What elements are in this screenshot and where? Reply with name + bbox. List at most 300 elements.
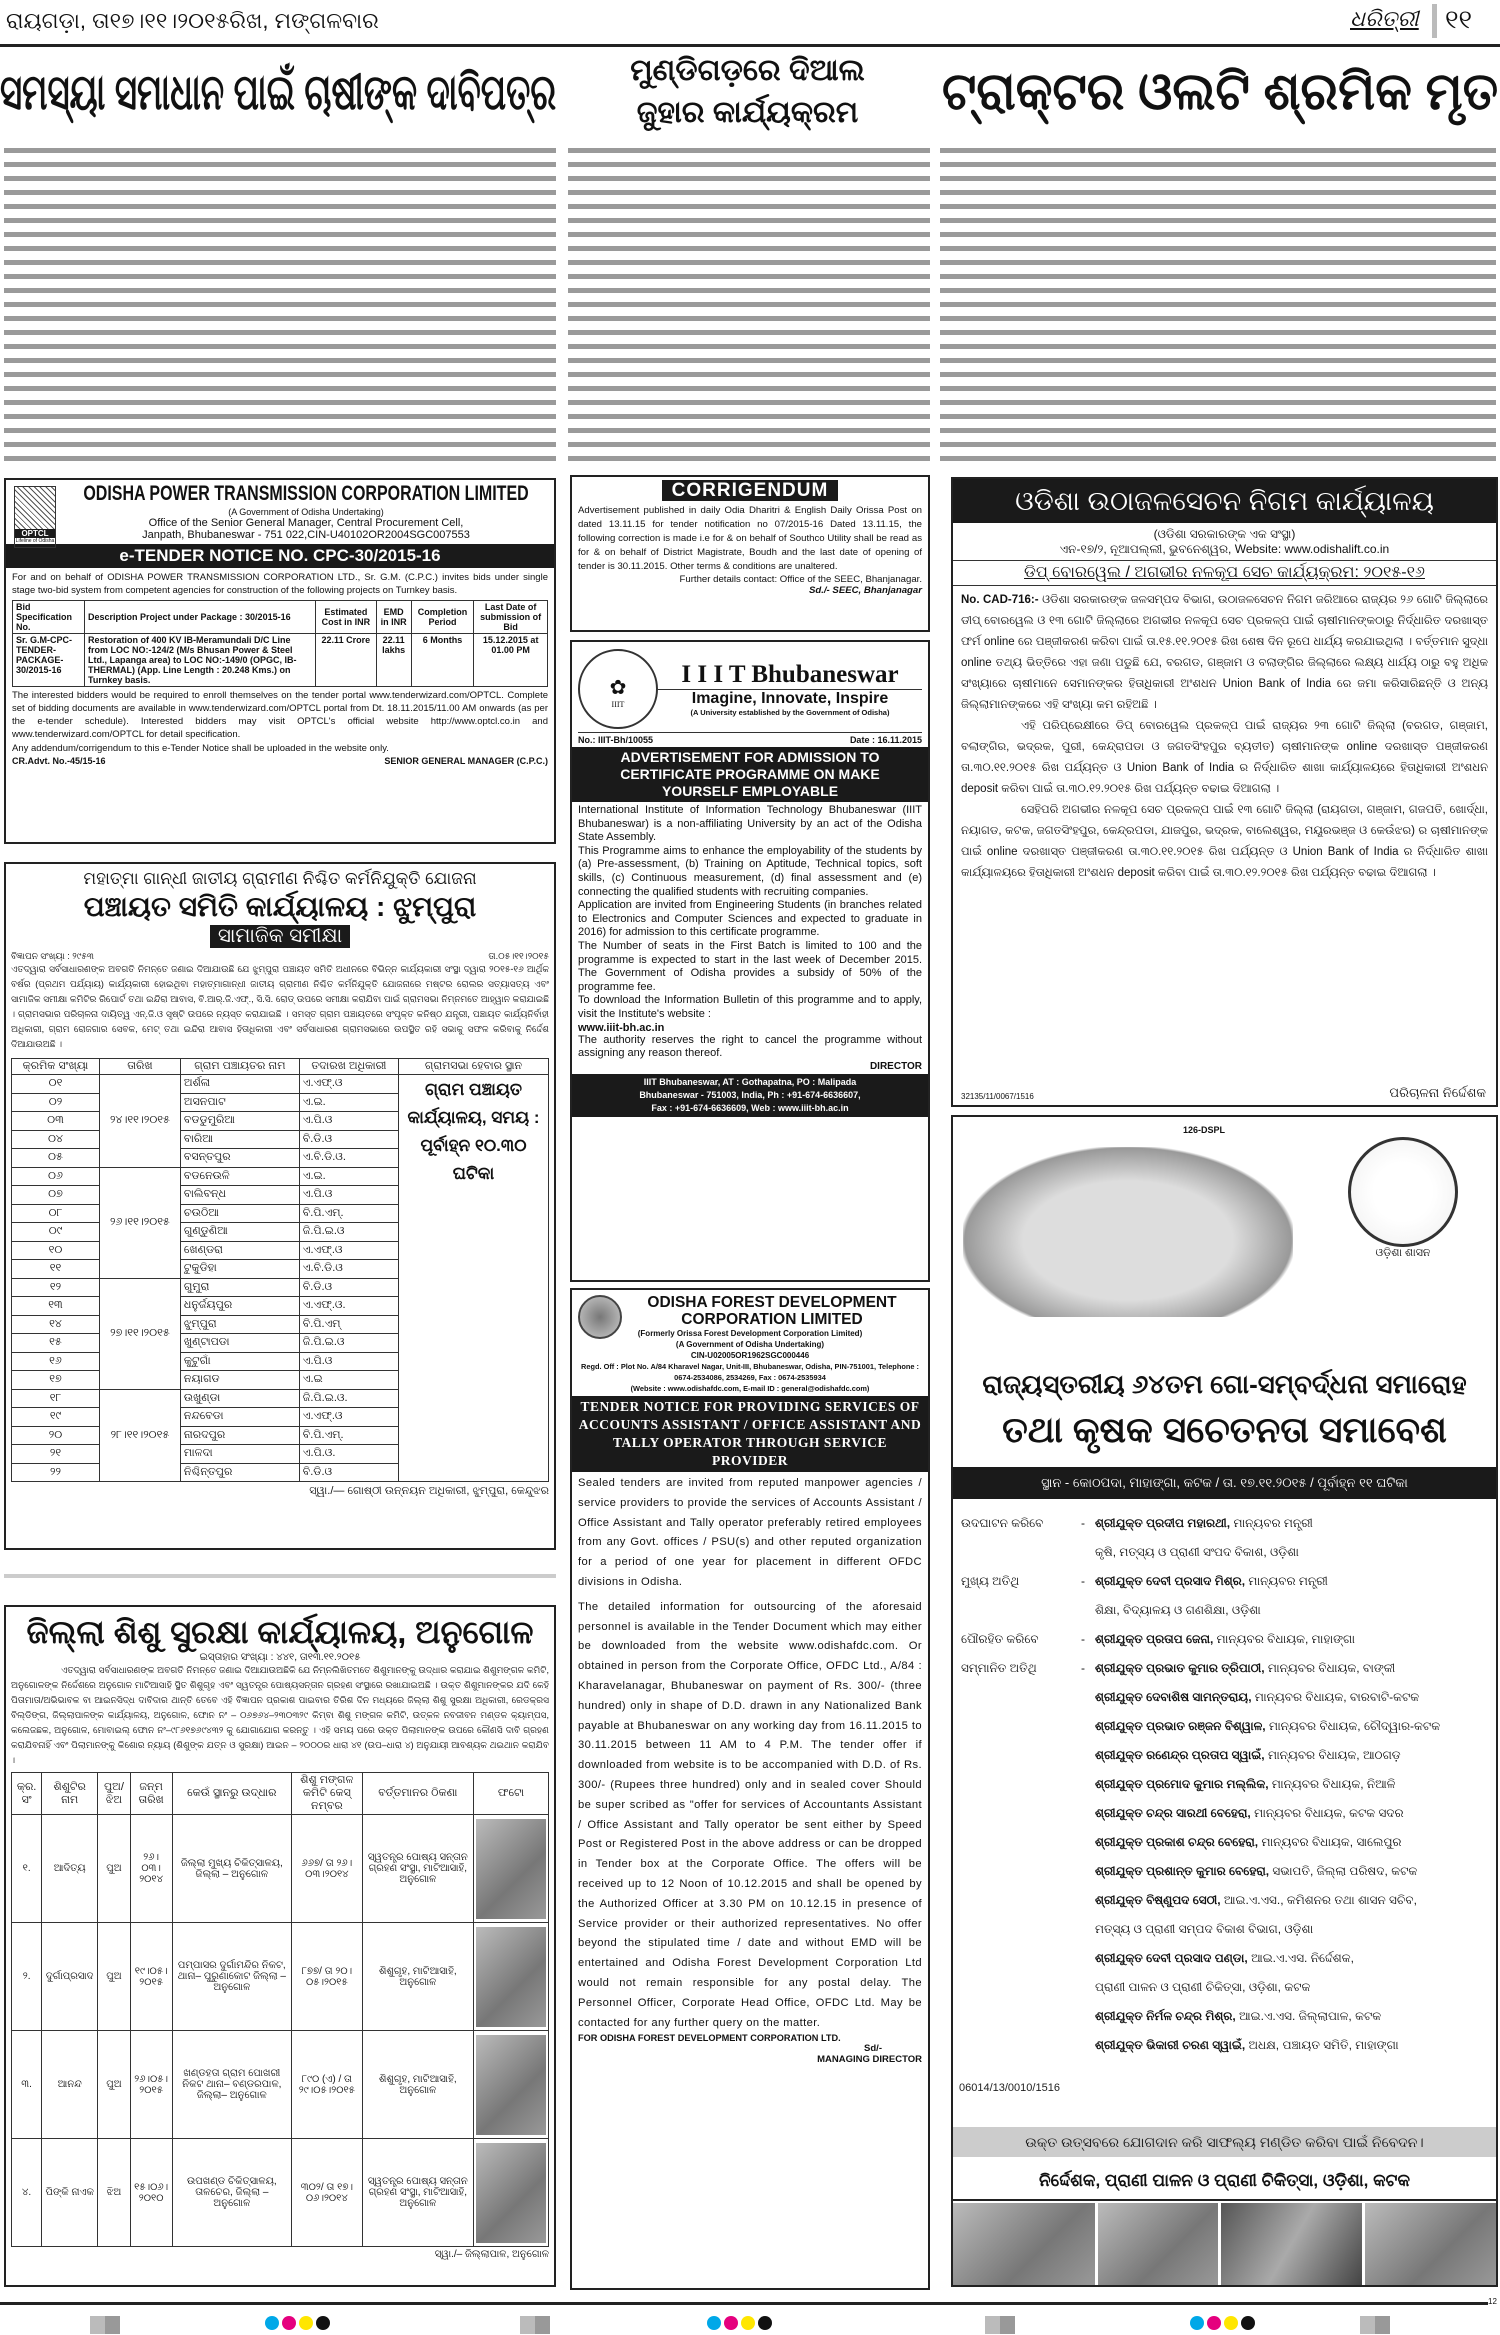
cell-last-date: 15.12.2015 at 01.00 PM <box>474 634 548 687</box>
cell-serial: ୦୫ <box>12 1149 100 1168</box>
cyan-dot-icon <box>265 2316 279 2330</box>
cell-photo <box>474 1815 549 1923</box>
guest-details <box>1095 1857 1417 1886</box>
cell-case-no: ୮୭୭/ ତା ୨୦।୦୫।୨୦୧୫ <box>292 1923 363 2031</box>
ofdc-title: ODISHA FOREST DEVELOPMENT CORPORATION LIMITED <box>647 1294 897 1328</box>
cell-gp-name: ନାରଦପୁର <box>180 1426 299 1445</box>
ofdc-logo <box>578 1295 622 1339</box>
masthead-rule <box>0 44 1500 47</box>
guest-designation: ଅଧକ୍ଷ, ପଞ୍ଚାୟତ ସମିତି, ମାହାଙ୍ଗା <box>1248 2038 1399 2052</box>
guest-designation-2: ମତ୍ସ୍ୟ ଓ ପ୍ରାଣୀ ସମ୍ପଦ ବିକାଶ ବିଭାଗ, ଓଡ଼ିଶା <box>1095 1922 1314 1936</box>
cell-gp-name: ଖୁଣ୍ଟାପଡା <box>180 1334 299 1353</box>
registration-mark <box>90 2316 120 2334</box>
header-estimated-cost: Estimated Cost in INR <box>316 601 376 634</box>
cell-name: ଦୁର୍ଗାପ୍ରସାଦ <box>42 1923 98 2031</box>
headline-right[interactable]: ଟ୍ରାକ୍ଟର ଓଲଟି ଶ୍ରମିକ ମୃତ <box>942 54 1498 130</box>
dash <box>1081 2002 1095 2031</box>
ofdc-for: FOR ODISHA FOREST DEVELOPMENT CORPORATION LTD. <box>578 2033 841 2044</box>
cell-dob: ୧୫।୦୬।୨୦୧୦ <box>130 2139 172 2247</box>
iiit-admission-ad <box>570 640 930 1282</box>
headline-left[interactable]: ସମସ୍ୟା ସମାଧାନ ପାଇଁ ଚାଷୀଙ୍କ ଦାବିପତ୍ର <box>0 54 556 130</box>
event-venue: ସ୍ଥାନ - କୋଠପଦା, ମାହାଙ୍ଗା, କଟକ / ତା. ୧୭.୧୧.୨୦୧୫ / ପୂର୍ବାହ୍ନ ୧୧ ଘଟିକା <box>953 1467 1496 1499</box>
guest-designation: ମାନ୍ୟବର ମନ୍ତ୍ରୀ <box>1233 1516 1313 1530</box>
ofdc-subtitle: (A Government of Odisha Undertaking) <box>675 1340 825 1349</box>
cell-dob: ୨୬।୦୫।୨୦୧୫ <box>130 2031 172 2139</box>
event-vertical-code: 06014/13/0010/1516 <box>959 2082 1060 2094</box>
olic-address: ଏନ-୧୭/୨, ନୂଆପଲ୍ଲୀ, ଭୁବନେଶ୍ୱର, Website: www.odishalift.co.in <box>953 542 1496 561</box>
dash: - <box>1081 1661 1085 1675</box>
cell-serial: ୧୨ <box>12 1278 100 1297</box>
cell-officer: ବି.ପି.ଏମ୍. <box>299 1204 398 1223</box>
iiit-heading: ADVERTISEMENT FOR ADMISSION TO CERTIFICATE PROGRAMME ON MAKE YOURSELF EMPLOYABLE <box>572 747 928 802</box>
header-rescued-from: କେଉଁ ସ୍ଥାନରୁ ଉଦ୍ଧାର <box>172 1773 291 1815</box>
iiit-tagline: Imagine, Innovate, Inspire <box>691 690 889 707</box>
cell-date: ୨୮।୧୧।୨୦୧୫ <box>99 1389 180 1482</box>
header-serial: କ୍ରମିକ ସଂଖ୍ୟା <box>12 1059 100 1075</box>
corrigendum-title: CORRIGENDUM <box>662 480 839 501</box>
cmyk-dots <box>707 2316 775 2335</box>
olic-notice-ad <box>951 477 1498 1107</box>
cell-name: ଆନନ୍ଦ <box>42 2031 98 2139</box>
dash <box>1081 1741 1095 1770</box>
photo-bullocks <box>1365 2203 1496 2285</box>
guest-details <box>1095 1654 1395 1683</box>
iiit-ref-no: No.: IIIT-Bh/10055 <box>578 735 654 745</box>
cell-officer: ଏ.ପି.ଓ. <box>299 1445 398 1464</box>
guest-row-cont <box>961 1538 1491 1567</box>
cell-gp-name: ବାରିଆ <box>180 1130 299 1149</box>
olic-signatory: ପରିଚାଳନା ନିର୍ଦ୍ଦେଶକ <box>1389 1085 1486 1100</box>
iiit-footer-fax-web: Fax : +91-674-6636609, Web : www.iiit-bh.ac.in <box>651 1102 849 1113</box>
cell-officer: ଏ.ପି.ଓ <box>299 1112 398 1131</box>
registration-mark <box>1360 2316 1390 2334</box>
optcl-adv-no: CR.Advt. No.-45/15-16 <box>12 756 106 766</box>
page-bottom-rule <box>0 2302 1488 2305</box>
optcl-bid-table <box>12 600 548 687</box>
cell-name: ପିଙ୍କି ନାଏକ <box>42 2139 98 2247</box>
iiit-para-last: The authority reserves the right to cancel the programme without assigning any reason thereof. <box>578 1033 922 1060</box>
guest-role <box>961 1857 1081 1886</box>
cell-officer: ଏ.ଏଫ୍.ଓ. <box>299 1297 398 1316</box>
cell-serial: ୪. <box>12 2139 42 2247</box>
guest-designation: ଆଇ.ଏ.ଏସ. ଜିଲ୍ଲାପାଳ, କଟକ <box>1239 2009 1382 2023</box>
cell-serial: ୧୮ <box>12 1389 100 1408</box>
table-row <box>12 2139 549 2247</box>
optcl-intro: For and on behalf of ODISHA POWER TRANSMISSION CORPORATION LTD., Sr. G.M. (C.P.C.) invites bids under single stage two-bid system from competent agencies for construction of the following projects on Turnkey basis. <box>12 572 548 596</box>
corrigendum-signatory: Sd./- SEEC, Bhanjanagar <box>808 585 922 596</box>
cell-gp-name: ଟୁକୁଡିହା <box>180 1260 299 1279</box>
guest-role <box>961 1770 1081 1799</box>
header-last-date: Last Date of submission of Bid <box>474 601 548 634</box>
cell-serial: ୧୦ <box>12 1241 100 1260</box>
header-emd: EMD in INR <box>376 601 411 634</box>
guest-row <box>961 2002 1491 2031</box>
cell-officer: ଏ.ପି.ଓ <box>299 1352 398 1371</box>
guest-details <box>1095 1770 1395 1799</box>
header-venue: ଗ୍ରାମସଭା ହେବାର ସ୍ଥାନ <box>399 1059 549 1075</box>
cell-officer: ଏ.ଇ <box>299 1371 398 1390</box>
iiit-paragraph: This Programme aims to enhance the employability of the students by (a) Pre-assessment, (b) Training on Aptitude, Technical topics, soft skills, (c) Continuous measurement, (d) final assessment and (e) connecting the qualified students with recruiting companies. <box>578 844 922 898</box>
dash <box>1081 2031 1095 2060</box>
olic-para2: ଏହି ପରିପ୍ରେକ୍ଷୀରେ ଡିପ୍ ବୋରୱେଲ ପ୍ରକଳ୍ପ ପାଇଁ ରାଜ୍ୟର ୨୩ ଗୋଟି ଜିଲ୍ଲା (ବରଗଡ, ଗଞ୍ଜାମ, ବଲାଙ୍ଗିର, ଭଦ୍ରକ, ପୁରୀ, କେନ୍ଦ୍ରାପଡା ଓ ଜଗତସିଂହପୁର ବ୍ୟତୀତ) ଚାଷୀମାନଙ୍କ online ଦରଖାସ୍ତ ପଞ୍ଜୀକରଣ ତା.୩୦.୧୧.୨୦୧୫ ରିଖ ପର୍ଯ୍ୟନ୍ତ ଓ Union Bank of India ର ନିର୍ଦ୍ଧାରିତ ଶାଖା କାର୍ଯ୍ୟାଳୟରେ ହିତାଧିକାରୀ ଅଂଶଧନ deposit କରିବା ପାଇଁ ତା.୩୦.୧୨.୨୦୧୫ ରିଖ ପର୍ଯ୍ୟନ୍ତ ବଢାଇ ଦିଆଗଲା । <box>961 720 1488 795</box>
cell-officer: ବି.ପି.ଏମ୍. <box>299 1426 398 1445</box>
guest-role <box>961 1886 1081 1915</box>
child-title: ଜିଲ୍ଲା ଶିଶୁ ସୁରକ୍ଷା କାର୍ଯ୍ୟାଳୟ, ଅନୁଗୋଳ <box>26 1614 534 1650</box>
cell-serial: ୧୭ <box>12 1371 100 1390</box>
guest-name: ଶ୍ରୀଯୁକ୍ତ ବିଷ୍ଣୁପଦ ସେଠୀ, <box>1095 1893 1221 1907</box>
guest-row-cont <box>961 1915 1491 1944</box>
cell-photo <box>474 2031 549 2139</box>
event-issuer: ନିର୍ଦ୍ଦେଶକ, ପ୍ରାଣୀ ପାଳନ ଓ ପ୍ରାଣୀ ଚିକିତ୍ସା, ଓଡ଼ିଶା, କଟକ <box>953 2163 1496 2201</box>
guest-role: ପୌରହିତ କରିବେ <box>961 1632 1039 1646</box>
iiit-logo-text: IIIT <box>611 700 625 709</box>
cell-gp-name: ନିଶ୍ଚିନ୍ତପୁର <box>180 1463 299 1482</box>
child-photo <box>476 2143 546 2243</box>
article-middle-text <box>568 142 930 468</box>
guest-name: ଶ୍ରୀଯୁକ୍ତ ପ୍ରତାପ ଜେନା, <box>1095 1632 1214 1646</box>
guest-role <box>961 1712 1081 1741</box>
photo-cow-calf <box>953 2203 1095 2285</box>
cell-serial: ୧୫ <box>12 1334 100 1353</box>
guest-row <box>961 1799 1491 1828</box>
cell-gp-name: ନନ୍ଦବେଡା <box>180 1408 299 1427</box>
photo-cattle-herd <box>1098 2203 1218 2285</box>
guest-role <box>961 2031 1081 2060</box>
optcl-logo-text: OPTCL <box>15 529 55 538</box>
cmyk-dots <box>1190 2316 1258 2335</box>
guest-details <box>1095 2031 1399 2060</box>
optcl-logo-tag: Lifeline of Odisha <box>15 538 55 544</box>
cell-description: Restoration of 400 KV IB-Meramundali D/C Line from LOC NO:-124/2 (M/s Bhusan Power & Steel Ltd., Lapanga area) to LOC NO:-149/0 (OPGC, IB-THERMAL) (App. Line Length : 20.248 Kms.) on Turnkey basis. <box>85 634 316 687</box>
guest-row <box>961 1828 1491 1857</box>
header-officer: ତଦାରଖ ଅଧିକାରୀ <box>299 1059 398 1075</box>
cell-rescued-from: ଖଣ୍ଡହତା ଗ୍ରାମ ପୋଖରୀ ନିକଟ ଥାନା– ବଣ୍ଡରପାଳ, ଜିଲ୍ଲା– ଅନୁଗୋଳ <box>172 2031 291 2139</box>
child-photo <box>476 2035 546 2135</box>
guest-details <box>1095 2002 1381 2031</box>
cell-date: ୨୭।୧୧।୨୦୧୫ <box>99 1278 180 1389</box>
olic-para1 <box>961 590 1488 716</box>
event-code: 126-DSPL <box>1183 1125 1226 1135</box>
guest-designation-2: କୃଷି, ମତ୍ସ୍ୟ ଓ ପ୍ରାଣୀ ସଂପଦ ବିକାଶ, ଓଡ଼ିଶା <box>1095 1545 1299 1559</box>
cell-gender: ଝିଅ <box>98 2139 130 2247</box>
page-number-odia: ୧୧ <box>1445 4 1473 34</box>
mgnrega-subtitle: ସାମାଜିକ ସମୀକ୍ଷା <box>210 925 350 948</box>
cell-rescued-from: ପମ୍ପାସର ଦୁର୍ଗାମନ୍ଦିର ନିକଟ, ଥାନା– ପୁରୁଣାକୋଟ ଜିଲ୍ଲା – ଅନୁଗୋଳ <box>172 1923 291 2031</box>
cell-serial: ୨. <box>12 1923 42 2031</box>
guest-name: ଶ୍ରୀଯୁକ୍ତ ଦେବୀ ପ୍ରସାଦ ମିଶ୍ର, <box>1095 1574 1246 1588</box>
guest-name: ଶ୍ରୀଯୁକ୍ତ ଭିକାରୀ ଚରଣ ସ୍ୱାଇଁ, <box>1095 2038 1246 2052</box>
ofdc-heading: TENDER NOTICE FOR PROVIDING SERVICES OF ACCOUNTS ASSISTANT / OFFICE ASSISTANT AND TALLY OPERATOR THROUGH SERVICE PROVIDER <box>572 1396 928 1472</box>
table-header-row <box>12 1773 549 1815</box>
guest-role: ଉଦଘାଟନ କରିବେ <box>961 1516 1044 1530</box>
dash: - <box>1081 1516 1085 1530</box>
dash: - <box>1081 1632 1085 1646</box>
cell-serial: ୧୯ <box>12 1408 100 1427</box>
cell-officer: ଏ.ଏଫ୍.ଓ <box>299 1408 398 1427</box>
header-gender: ପୁଅ/ ଝିଅ <box>98 1773 130 1815</box>
cell-serial: ୨୦ <box>12 1426 100 1445</box>
dash <box>1081 1799 1095 1828</box>
header-completion: Completion Period <box>411 601 474 634</box>
pinwheel-icon: ✿ <box>609 677 627 699</box>
photo-farmers-cattle <box>1221 2203 1363 2285</box>
cell-gp-name: ଅସନପାଟ <box>180 1093 299 1112</box>
cell-serial: ୩. <box>12 2031 42 2139</box>
guest-name: ଶ୍ରୀଯୁକ୍ତ ପ୍ରକାଶ ଚନ୍ଦ୍ର ବେହେରା, <box>1095 1835 1259 1849</box>
dash <box>1081 1770 1095 1799</box>
cattle-event-ad <box>951 1115 1498 2287</box>
cell-officer: ବି.ଡି.ଓ <box>299 1278 398 1297</box>
headline-middle-line2: ଜୁହାର କାର୍ଯ୍ୟକ୍ରମ <box>636 96 859 129</box>
guest-name: ଶ୍ରୀଯୁକ୍ତ ନିର୍ମଳ ଚନ୍ଦ୍ର ମିଶ୍ର, <box>1095 2009 1236 2023</box>
yellow-dot-icon <box>741 2316 755 2330</box>
cell-serial: ୧୬ <box>12 1352 100 1371</box>
table-row <box>13 634 548 687</box>
cell-bid-spec: Sr. G.M-CPC-TENDER-PACKAGE-30/2015-16 <box>13 634 85 687</box>
cell-serial: ୦୪ <box>12 1130 100 1149</box>
cell-estimated-cost: 22.11 Crore <box>316 634 376 687</box>
table-row <box>12 1815 549 1923</box>
optcl-notice-title: e-TENDER NOTICE NO. CPC-30/2015-16 <box>6 544 554 568</box>
header-name: ଶିଶୁଟିର ନାମ <box>42 1773 98 1815</box>
cell-dob: ୨୬।୦୩।୨୦୧୪ <box>130 1815 172 1923</box>
ofdc-address: Regd. Off : Plot No. A/84 Kharavel Nagar, Unit-III, Bhubaneswar, Odisha, PIN-751001, Telephone : 0674-2534086, 2534269, Fax : 0674-2535934 <box>581 1362 919 1382</box>
cell-photo <box>474 1923 549 2031</box>
guest-details <box>1095 1567 1328 1596</box>
olic-title: ଓଡିଶା ଉଠାଜଳସେଚନ ନିଗମ କାର୍ଯ୍ୟାଳୟ <box>953 479 1496 523</box>
header-date: ତାରିଖ <box>99 1059 180 1075</box>
cell-serial: ୧୩ <box>12 1297 100 1316</box>
iiit-subtitle: (A University established by the Government of Odisha) <box>690 708 890 717</box>
cell-gp-name: ମାଳଦା <box>180 1445 299 1464</box>
optcl-address: Janpath, Bhubaneswar - 751 022,CIN-U40102OR2004SGC007553 <box>142 529 470 541</box>
cell-gender: ପୁଅ <box>98 1815 130 1923</box>
olic-para1-text: ଓଡିଶା ସରକାରଙ୍କ ଜଳସମ୍ପଦ ବିଭାଗ, ଉଠାଜଳସେଚନ ନିଗମ ଜରିଆରେ ରାଜ୍ୟର ୨୬ ଗୋଟି ଜିଲ୍ଲାରେ ଡୀପ୍ ବୋରୱେଲ ଓ ୧୩ ଗୋଟି ଜିଲ୍ଲାରେ ଅଗଭୀର ନଳକୂପ ସେଚ ପ୍ରକଳ୍ପ ପାଇଁ ଚାଷୀମାନଙ୍କଠାରୁ ନିର୍ଦ୍ଧାରିତ ଦରଖାସ୍ତ ଫର୍ମ online ରେ ପଞ୍ଜୀକରଣ କରିବା ପାଇଁ ତା.୧୫.୧୧.୨୦୧୫ ରିଖ ଶେଷ ଦିନ ରୂପେ ଧାର୍ଯ୍ୟ କରଯାଇଥିଲା । ବର୍ତ୍ତମାନ ସୁଦ୍ଧା online ତଥ୍ୟ ଭିତ୍ତିରେ ଏହା ଜଣା ପଡୁଛି ଯେ, ବରଗଡ, ଗଞ୍ଜାମ ଓ ବଲାଙ୍ଗିର ଜିଲ୍ଲାରେ ଲକ୍ଷ୍ୟ ଧାର୍ଯ୍ୟ ଠାରୁ ବହୁ ଅଧିକ ସଂଖ୍ୟାରେ ଚାଷୀମାନେ ସେମାନଙ୍କର ହିତାଧିକାରୀ ଅଂଶଧନ Union Bank of India ରେ ଜମା କରିସାରିଛନ୍ତି ଓ ଅନ୍ୟ ଜିଲ୍ଲାମାନଙ୍କରେ ଏହି ସଂଖ୍ୟା କମ ରହିଅଛି । <box>961 594 1489 711</box>
headline-middle-line1: ମୁଣ୍ଡିଗଡ଼ରେ ଦିଆଲ <box>630 54 865 87</box>
iiit-paragraph: The Number of seats in the First Batch is limited to 100 and the programme is expected to start in the last week of December 2015. The Government of Odisha provides a subsidy of 50% of the programme fee. <box>578 939 922 993</box>
olic-para3: ସେହିପରି ଅଗଭୀର ନଳକୂପ ସେଚ ପ୍ରକଳ୍ପ ପାଇଁ ୧୩ ଗୋଟି ଜିଲ୍ଲା (ରାୟଗଡା, ଗଞ୍ଜାମ, ଗଜପତି, ଖୋର୍ଦ୍ଧା, ନୟାଗଡ, କଟକ, ଜଗତସିଂହପୁର, କେନ୍ଦ୍ରପଡା, ଯାଜପୁର, ଭଦ୍ରକ, ବାଲେଶ୍ୱର, ମୟୂରଭଞ୍ଜ ଓ କେଉଁଝର) ର ଚାଷୀମାନଙ୍କ ପାଇଁ online ଦରଖାସ୍ତ ପଞ୍ଜୀକରଣ ତା.୩୦.୧୧.୨୦୧୫ ରିଖ ପର୍ଯ୍ୟନ୍ତ ଓ Union Bank of India ର ନିର୍ଦ୍ଧାରିତ ଶାଖା କାର୍ଯ୍ୟାଳୟରେ ହିତାଧିକାରୀ ଅଂଶଧନ deposit କରିବା ପାଇଁ ତା.୩୦.୧୨.୨୦୧୫ ରିଖ ପର୍ଯ୍ୟନ୍ତ ବଢାଇ ଦିଆଗଲା । <box>961 804 1488 879</box>
cell-gp-name: ବଡନେଉଳି <box>180 1167 299 1186</box>
guest-role <box>961 1683 1081 1712</box>
guest-designation: ମାନ୍ୟବର ବିଧାୟକ, ବାଙ୍କୀ <box>1267 1661 1396 1675</box>
header-address: ବର୍ତ୍ତମାନର ଠିକଣା <box>362 1773 473 1815</box>
header-bid-spec: Bid Specification No. <box>13 601 85 634</box>
mgnrega-adv-no: ବିଜ୍ଞାପନ ସଂଖ୍ୟା : ୨୯୫୩ <box>11 951 94 961</box>
dash <box>1081 1886 1095 1915</box>
guest-details <box>1095 1509 1313 1538</box>
guest-details <box>1095 1741 1401 1770</box>
ofdc-formerly: (Formerly Orissa Forest Development Corporation Limited) <box>637 1329 863 1338</box>
optcl-title: ODISHA POWER TRANSMISSION CORPORATION LIMITED <box>83 483 529 506</box>
guest-row <box>961 1886 1491 1915</box>
event-title1: ରାଜ୍ୟସ୍ତରୀୟ ୬୪ତମ ଗୋ-ସମ୍ବର୍ଦ୍ଧନା ସମାରୋହ <box>982 1369 1467 1399</box>
dash <box>1081 1944 1095 1973</box>
ofdc-tender-ad <box>570 1288 930 2290</box>
cell-serial: ୦୬ <box>12 1167 100 1186</box>
guest-name: ଶ୍ରୀଯୁକ୍ତ ପ୍ରମୋଦ କୁମାର ମଲ୍ଲିକ, <box>1095 1777 1269 1791</box>
cell-gp-name: ବସନ୍ତପୁର <box>180 1149 299 1168</box>
registration-mark <box>985 2316 1015 2334</box>
cell-gender: ପୁଅ <box>98 1923 130 2031</box>
cell-rescued-from: ଉପଖଣ୍ଡ ଚିକିତ୍ସାଳୟ, ତାଳଚେର, ଜିଲ୍ଲା – ଅନୁଗୋଳ <box>172 2139 291 2247</box>
article-left-text <box>4 142 556 468</box>
guest-role <box>961 1741 1081 1770</box>
dash <box>1081 1828 1095 1857</box>
cell-gp-name: ଖେଣ୍ଡରା <box>180 1241 299 1260</box>
guest-role <box>961 2002 1081 2031</box>
guest-list <box>961 1509 1491 2060</box>
guest-row <box>961 1944 1491 1973</box>
article-right-text <box>940 142 1496 468</box>
child-photo <box>476 1927 546 2027</box>
dash: - <box>1081 1574 1085 1588</box>
iiit-paragraph: International Institute of Information Technology Bhubaneswar (IIIT Bhubaneswar) is a non-affiliating University by an act of the Odisha State Assembly. <box>578 804 922 844</box>
guest-row <box>961 1625 1491 1654</box>
table-header-row <box>13 601 548 634</box>
guest-name: ଶ୍ରୀଯୁକ୍ତ ପ୍ରଭାତ ରଞ୍ଜନ ବିଶ୍ୱାଳ, <box>1095 1719 1266 1733</box>
optcl-logo <box>14 486 56 548</box>
guest-details <box>1095 1944 1354 1973</box>
guest-designation: ସଭାପତି, ଜିଲ୍ଲା ପରିଷଦ, କଟକ <box>1272 1864 1418 1878</box>
guest-row <box>961 1509 1491 1538</box>
ofdc-web: (Website : www.odishafdc.com, E-mail ID : general@odishafdc.com) <box>630 1384 870 1393</box>
cell-gp-name: ଅର୍ଶଳା <box>180 1075 299 1094</box>
olic-code: 32135/11/0067/1516 <box>961 1092 1034 1101</box>
optcl-para1: The interested bidders would be required to enroll themselves on the tender portal www.tenderwizard.com/OPTCL. Complete set of bidding documents are available in www.tenderwizard.com/OPTCL portal from Dt. 18.11.2015/11.00 AM onwards (as per the e-tender schedule). Interested bidders may visit OPTCL's official website http://www.optcl.co.in and www.tenderwizard.com/OPTCL for detail specification. <box>12 690 548 740</box>
guest-designation-2: ପ୍ରାଣୀ ପାଳନ ଓ ପ୍ରାଣୀ ଚିକିତ୍ସା, ଓଡ଼ିଶା, କଟକ <box>1095 1980 1311 1994</box>
cell-gp-name: କୁଟୁଗାଁ <box>180 1352 299 1371</box>
cell-rescued-from: ଜିଲ୍ଲା ମୁଖ୍ୟ ଚିକିତ୍ସାଳୟ, ଜିଲ୍ଲା – ଅନୁଗୋଳ <box>172 1815 291 1923</box>
guest-role <box>961 1828 1081 1857</box>
guest-row <box>961 1712 1491 1741</box>
guest-designation: ମାନ୍ୟବର ମନ୍ତ୍ରୀ <box>1248 1574 1328 1588</box>
headline-middle[interactable] <box>565 50 930 134</box>
cell-address: ସ୍ୱତନ୍ତ୍ର ପୋଷ୍ୟ ସନ୍ତାନ ଗ୍ରହଣ ସଂସ୍ଥା, ମାଟିଆସାହି, ଅନୁଗୋଳ <box>362 2139 473 2247</box>
optcl-tender-ad <box>4 478 556 844</box>
header-serial: କ୍ର. ସଂ <box>12 1773 42 1815</box>
guest-name: ଶ୍ରୀଯୁକ୍ତ ପ୍ରଭାତ କୁମାର ତ୍ରିପାଠୀ, <box>1095 1661 1265 1675</box>
cell-gp-name: ଗୁଣ୍ଡୁଣିଆ <box>180 1223 299 1242</box>
guest-row-cont <box>961 1596 1491 1625</box>
ofdc-para1: Sealed tenders are invited from reputed manpower agencies / service providers to provide the services of Accounts Assistant / Office Assistant and Tally operator preferably retired employees from any Govt. offices / PSU(s) and other reputed organization for a period of one year for placement in different OFDC divisions in Odisha. <box>578 1477 922 1588</box>
cell-officer: ଏ.ଇ. <box>299 1167 398 1186</box>
black-dot-icon <box>316 2316 330 2330</box>
guest-name: ଶ୍ରୀଯୁକ୍ତ ପ୍ରଶାନ୍ତ କୁମାର ବେହେରା, <box>1095 1864 1270 1878</box>
guest-details <box>1095 1683 1419 1712</box>
guest-designation: ଆଇ.ଏ.ଏସ., କମିଶନର ତଥା ଶାସନ ସଚିବ, <box>1223 1893 1417 1907</box>
guest-designation: ମାନ୍ୟବର ବିଧାୟକ, ସାଲେପୁର <box>1261 1835 1402 1849</box>
cell-serial: ୦୨ <box>12 1093 100 1112</box>
corrigendum-contact: Further details contact: Office of the SEEC, Bhanjanagar. <box>679 574 922 585</box>
cell-officer: ଜି.ପି.ଇ.ଓ <box>299 1334 398 1353</box>
black-dot-icon <box>1241 2316 1255 2330</box>
odisha-emblem <box>1343 1137 1463 1267</box>
header-description: Description Project under Package : 30/2015-16 <box>85 601 316 634</box>
guest-details <box>1095 1886 1417 1915</box>
cell-serial: ୦୭ <box>12 1186 100 1205</box>
iiit-paragraph: Application are invited from Engineering Students (in branches related to Electronics and Computer Sciences and expected to graduate in 2016) for admission to this certificate programme. <box>578 899 922 939</box>
magenta-dot-icon <box>724 2316 738 2330</box>
guest-name: ଶ୍ରୀଯୁକ୍ତ ଦେବାଶିଷ ସାମନ୍ତରାୟ, <box>1095 1690 1252 1704</box>
cell-name: ଆଦିତ୍ୟ <box>42 1815 98 1923</box>
header-photo: ଫଟୋ <box>474 1773 549 1815</box>
mgnrega-signatory: ସ୍ୱା./— ଗୋଷ୍ଠୀ ଉନ୍ନୟନ ଅଧିକାରୀ, ଝୁମ୍ପୁରା, କେନ୍ଦୁଝର <box>309 1485 549 1497</box>
guest-row <box>961 1741 1491 1770</box>
cell-gp-name: ବାଲିବନ୍ଧ <box>180 1186 299 1205</box>
child-signatory: ସ୍ୱା./– ଜିଲ୍ଲାପାଳ, ଅନୁଗୋଳ <box>434 2249 549 2260</box>
registration-mark <box>520 2316 550 2334</box>
guest-row-cont <box>961 1973 1491 2002</box>
child-protection-ad <box>4 1605 556 2287</box>
olic-ref: No. CAD-716:- <box>961 594 1039 606</box>
mgnrega-office: ପଞ୍ଚାୟତ ସମିତି କାର୍ଯ୍ୟାଳୟ : ଝୁମ୍ପୁରା <box>83 891 477 922</box>
optcl-subtitle: (A Government of Odisha Undertaking) <box>228 507 384 517</box>
cell-officer: ବି.ପି.ଏମ୍ <box>299 1315 398 1334</box>
dateline: ରାୟଗଡ଼ା, ତା୧୭।୧୧।୨୦୧୫ରିଖ, ମଙ୍ଗଳବାର <box>6 8 379 33</box>
cell-address: ସ୍ୱତନ୍ତ୍ର ପୋଷ୍ୟ ସନ୍ତାନ ଗ୍ରହଣ ସଂସ୍ଥା, ମାଟିଆସାହି, ଅନୁଗୋଳ <box>362 1815 473 1923</box>
dash <box>1081 1712 1095 1741</box>
iiit-logo <box>578 649 658 729</box>
guest-name: ଶ୍ରୀଯୁକ୍ତ ଚନ୍ଦ୍ର ସାରଥୀ ବେହେରା, <box>1095 1806 1251 1820</box>
guest-role <box>961 1799 1081 1828</box>
cell-gp-name: ଚଉଠିଆ <box>180 1204 299 1223</box>
cell-serial: ୧. <box>12 1815 42 1923</box>
cow-illustration <box>963 1147 1293 1317</box>
cell-case-no: ୮୯୦ (ଏ) / ତା ୨୯।୦୫।୨୦୧୫ <box>292 2031 363 2139</box>
cell-dob: ୧୯।୦୫।୨୦୧୫ <box>130 1923 172 2031</box>
cell-serial: ୨୧ <box>12 1445 100 1464</box>
cell-address: ଶିଶୁଗୃହ, ମାଟିଆସାହି, ଅନୁଗୋଳ <box>362 2031 473 2139</box>
cell-officer: ବି.ଡି.ଓ <box>299 1463 398 1482</box>
cell-officer: ଏ.ବି.ଡି.ଓ <box>299 1260 398 1279</box>
child-adv-no: ଇସ୍ତାହାର ସଂଖ୍ୟା : ୪୪୧, ତା୧୩.୧୧.୨୦୧୫ <box>199 1652 361 1663</box>
event-appeal: ଉକ୍ତ ଉତ୍ସବରେ ଯୋଗଦାନ କରି ସାଫଲ୍ୟ ମଣ୍ଡିତ କରିବା ପାଇଁ ନିବେଦନ। <box>953 2127 1496 2157</box>
emblem-caption: ଓଡ଼ିଶା ଶାସନ <box>1375 1247 1431 1259</box>
cell-officer: ବି.ଡି.ଓ <box>299 1130 398 1149</box>
table-row <box>12 1075 549 1094</box>
mgnrega-scheme: ମହାତ୍ମା ଗାନ୍ଧୀ ଜାତୀୟ ଗ୍ରାମୀଣ ନିଶ୍ଚିତ କର୍ମନିଯୁକ୍ତି ଯୋଜନା <box>83 869 477 888</box>
cell-serial: ୦୯ <box>12 1223 100 1242</box>
table-header-row <box>12 1059 549 1075</box>
guest-designation: ଆଇ.ଏ.ଏସ. ନିର୍ଦ୍ଦେଶକ, <box>1251 1951 1354 1965</box>
magenta-dot-icon <box>1207 2316 1221 2330</box>
guest-details <box>1095 1828 1402 1857</box>
header-gp-name: ଗ୍ରାମ ପଞ୍ଚାୟତର ନାମ <box>180 1059 299 1075</box>
transmission-tower-icon <box>15 487 55 529</box>
cell-officer: ଏ.ଏଫ୍.ଓ <box>299 1075 398 1094</box>
cell-officer: ଜି.ପି.ଇ.ଓ. <box>299 1389 398 1408</box>
guest-designation: ମାନ୍ୟବର ବିଧାୟକ, ଆଠଗଡ଼ <box>1267 1748 1401 1762</box>
corrigendum-ad <box>570 475 930 632</box>
optcl-signatory: SENIOR GENERAL MANAGER (C.P.C.) <box>384 756 548 766</box>
mgnrega-table <box>11 1058 549 1482</box>
yellow-dot-icon <box>299 2316 313 2330</box>
cell-completion: 6 Months <box>411 634 474 687</box>
guest-row <box>961 1654 1491 1683</box>
cell-gender: ପୁଅ <box>98 2031 130 2139</box>
cell-serial: ୧୪ <box>12 1315 100 1334</box>
dash <box>1081 1683 1095 1712</box>
header-case-no: ଶିଶୁ ମଙ୍ଗଳ କମିଟି କେସ୍ ନମ୍ବର <box>292 1773 363 1815</box>
cell-emd: 22.11 lakhs <box>376 634 411 687</box>
column-rule <box>4 1574 556 1578</box>
cell-serial: ୦୩ <box>12 1112 100 1131</box>
cell-serial: ୧୧ <box>12 1260 100 1279</box>
cell-address: ଶିଶୁଗୃହ, ମାଟିଆସାହି, ଅନୁଗୋଳ <box>362 1923 473 2031</box>
cell-officer: ଏ.ଏଫ୍.ଓ <box>299 1241 398 1260</box>
guest-name: ଶ୍ରୀଯୁକ୍ତ ଦେବୀ ପ୍ରସାଦ ପଣ୍ଡା, <box>1095 1951 1248 1965</box>
cell-gp-name: ଝୁମ୍ପୁରା <box>180 1315 299 1334</box>
